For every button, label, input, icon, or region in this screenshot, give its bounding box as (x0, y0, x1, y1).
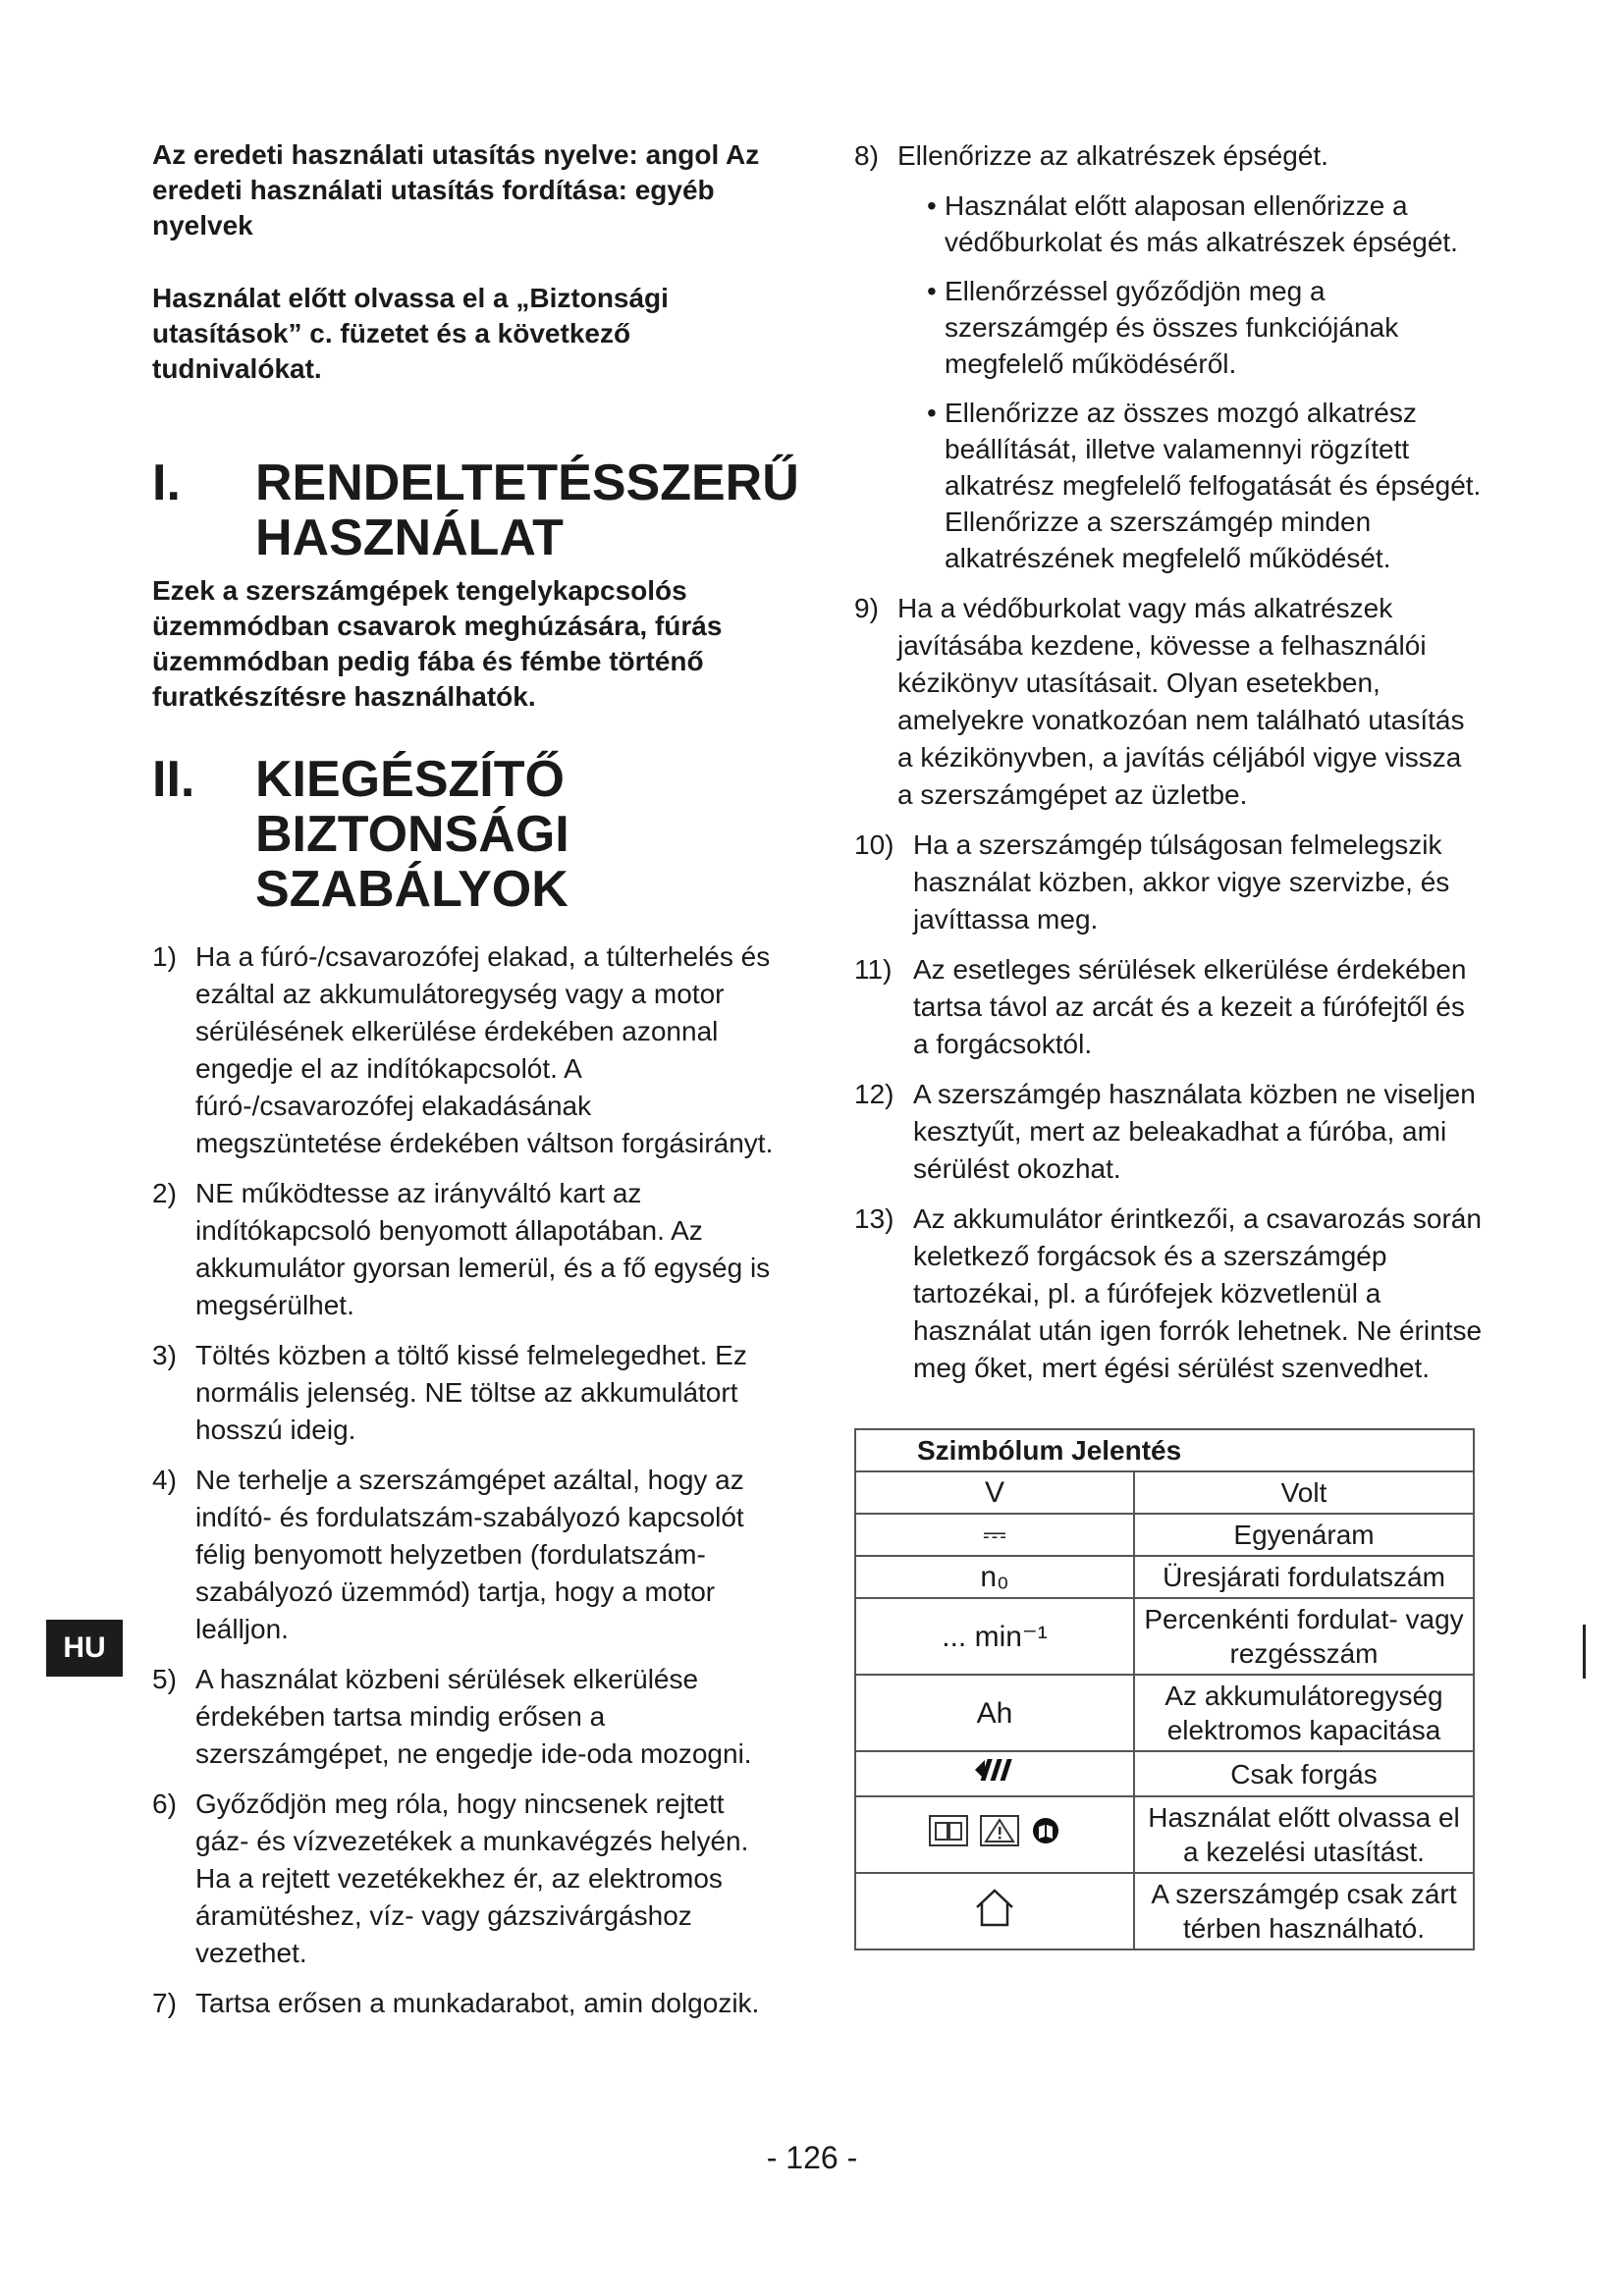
rule-item: 10) Ha a szerszámgép túlságosan felmelegszik használat közben, akkor vigye szervizbe, és javíttassa meg. (854, 829, 1450, 934)
rule-item: 2) NE működtesse az irányváltó kart az indítókapcsoló benyomott állapotában. Az akkumulátor gyorsan lemerül, és a fő egység is megsérülhet. (152, 1178, 771, 1320)
section-1-number: I. (152, 454, 181, 511)
table-row (855, 1796, 1474, 1873)
intro-block (152, 137, 781, 387)
bullet-item: • Ellenőrizze az összes mozgó alkatrész beállítását, illetve valamennyi rögzített alkatrész megfelelő felfogatását és épségét. Ellenőrizze a szerszámgép minden alkatrészének megfelelő működését. (933, 395, 1483, 576)
table-header-row (855, 1429, 1474, 1471)
meaning-cell: Üresjárati fordulatszám (1134, 1556, 1474, 1598)
warning-triangle-icon (980, 1815, 1019, 1846)
rule-item: 7) Tartsa erősen a munkadarabot, amin dolgozik. (152, 1988, 760, 2018)
table-row (855, 1556, 1474, 1598)
right-column (854, 137, 1483, 1950)
safety-rules-list-left (152, 938, 781, 2022)
rule-item: 3) Töltés közben a töltő kissé felmelegedhet. Ez normális jelenség. NE töltse az akkumulátort hosszú ideig. (152, 1340, 747, 1445)
rule-item: 4) Ne terhelje a szerszámgépet azáltal, hogy az indító- és fordulatszám-szabályozó kapcsolót félig benyomott helyzetben (fordulatszám-szabályozó üzemmód) tartja, hogy a motor leálljon. (152, 1465, 744, 1644)
section-2-heading (152, 752, 781, 917)
meaning-cell: Egyenáram (1134, 1514, 1474, 1556)
rule-item: 13) Az akkumulátor érintkezői, a csavarozás során keletkező forgácsok és a szerszámgép tartozékai, pl. a fúrófejek közvetlenül a használat után igen forrók lehetnek. Ne érintse meg őket, mert égési sérülést szenvedhet. (854, 1203, 1483, 1383)
rule-item: 9) Ha a védőburkolat vagy más alkatrészek javításába kezdene, kövesse a felhasználói kézikönyv utasításait. Olyan esetekben, amelyekre vonatkozóan nem található utasítás a kézikönyvben, a javítás céljából vigye vissza a szerszámgépet az üzletbe. (854, 593, 1465, 810)
left-column (152, 137, 799, 2035)
rule-item: 6) Győződjön meg róla, hogy nincsenek rejtett gáz- és vízvezetékek a munkavégzés helyén. Ha a rejtett vezetékekhez ér, az elektromos áramütéshez, víz- vagy gázszivárgáshoz vezethet. (152, 1789, 749, 1968)
symbol-cell (855, 1796, 1134, 1873)
table-row (855, 1471, 1474, 1514)
indoor-house-icon (973, 1886, 1016, 1929)
meaning-cell: Volt (1134, 1471, 1474, 1514)
symbol-cell: ⎓ (855, 1514, 1134, 1556)
symbol-table (854, 1428, 1475, 1950)
symbol-cell: Ah (855, 1675, 1134, 1751)
read-instructions-note: Használat előtt olvassa el a „Biztonsági utasítások” c. füzetet és a következő tudnivalókat. (152, 283, 669, 384)
section-1-title: RENDELTETÉSSZERŰ HASZNÁLAT (255, 454, 799, 566)
meaning-cell: Az akkumulátoregység elektromos kapacitása (1134, 1675, 1474, 1751)
rule-8-bullets (854, 187, 1483, 576)
table-row (855, 1598, 1474, 1675)
safety-rules-list-right (854, 137, 1483, 175)
symbol-cell: V (855, 1471, 1134, 1514)
bullet-item: • Ellenőrzéssel győződjön meg a szerszámgép és összes funkciójának megfelelő működéséről. (933, 273, 1483, 382)
rule-item: 5) A használat közbeni sérülések elkerülése érdekében tartsa mindig erősen a szerszámgépet, ne engedje ide-oda mozogni. (152, 1664, 752, 1769)
table-row (855, 1751, 1474, 1796)
language-tab: HU (46, 1620, 123, 1677)
symbol-cell (855, 1751, 1134, 1796)
section-2-title: KIEGÉSZÍTŐ BIZTONSÁGI SZABÁLYOK (255, 751, 569, 918)
meaning-cell: A szerszámgép csak zárt térben használható. (1134, 1873, 1474, 1949)
read-instructions-icon (1031, 1816, 1060, 1845)
table-header: Szimbólum Jelentés (855, 1429, 1474, 1471)
rule-item: 12) A szerszámgép használata közben ne viseljen kesztyűt, mert az beleakadhat a fúróba, ami sérülést okozhat. (854, 1079, 1476, 1184)
bullet-item: • Használat előtt alaposan ellenőrizze a védőburkolat és más alkatrészek épségét. (933, 187, 1483, 260)
rule-item: 8) Ellenőrizze az alkatrészek épségét. (854, 140, 1328, 171)
rotation-only-icon (973, 1755, 1016, 1785)
symbol-cell (855, 1873, 1134, 1949)
rule-item: 1) Ha a fúró-/csavarozófej elakad, a túlterhelés és ezáltal az akkumulátoregység vagy a motor sérülésének elkerülése érdekében azonnal engedje el az indítókapcsolót. A fúró-/csavarozófej elakadásának megszüntetése érdekében váltson forgásirányt. (152, 941, 774, 1158)
section-2-number: II. (152, 751, 195, 808)
table-row (855, 1675, 1474, 1751)
rule-item: 11) Az esetleges sérülések elkerülése érdekében tartsa távol az arcát és a kezeit a fúrófejtől és a forgácsoktól. (854, 954, 1467, 1059)
meaning-cell: Csak forgás (1134, 1751, 1474, 1796)
meaning-cell: Használat előtt olvassa el a kezelési utasítást. (1134, 1796, 1474, 1873)
safety-rules-list-right-cont (854, 590, 1483, 1387)
margin-marker (1583, 1625, 1586, 1679)
symbol-cell: ... min⁻¹ (855, 1598, 1134, 1675)
section-1-body: Ezek a szerszámgépek tengelykapcsolós üzemmódban csavarok meghúzására, fúrás üzemmódban pedig fába és fémbe történő furatkészítésre használhatók. (152, 575, 723, 712)
table-row (855, 1514, 1474, 1556)
section-1-heading (152, 454, 799, 566)
meaning-cell: Percenkénti fordulat- vagy rezgésszám (1134, 1598, 1474, 1675)
manual-book-icon (929, 1815, 968, 1846)
page-number: - 126 - (766, 2140, 858, 2175)
table-row (855, 1873, 1474, 1949)
language-note: Az eredeti használati utasítás nyelve: angol Az eredeti használati utasítás fordítása: egyéb nyelvek (152, 139, 760, 240)
symbol-cell: n₀ (855, 1556, 1134, 1598)
read-manual-icons (929, 1815, 1060, 1846)
